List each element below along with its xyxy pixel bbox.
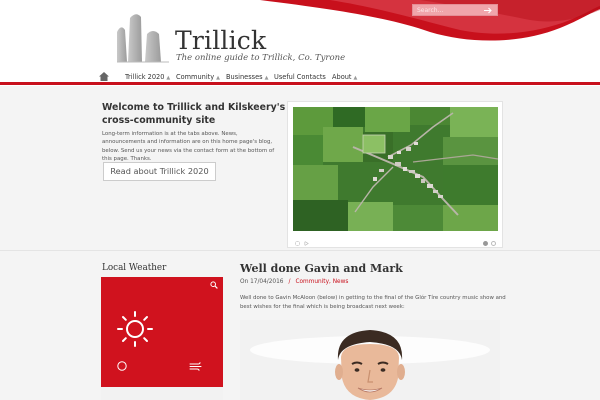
nav-item-businesses[interactable] xyxy=(226,73,268,81)
logo-icon[interactable] xyxy=(117,12,169,64)
nav-item-about[interactable] xyxy=(332,73,357,81)
nav-item-community[interactable] xyxy=(176,73,220,81)
nav-item-label: Community xyxy=(176,73,215,81)
nav-item-label: Businesses xyxy=(226,73,263,81)
pause-icon[interactable] xyxy=(295,241,300,246)
chevron-icon: ▲ xyxy=(166,75,171,81)
post-meta xyxy=(240,279,348,285)
chevron-icon: ▲ xyxy=(216,75,221,81)
nav-item-label: Trillick 2020 xyxy=(125,73,165,81)
section-divider xyxy=(0,250,600,251)
play-icon[interactable] xyxy=(304,241,309,246)
aerial-village-photo[interactable] xyxy=(293,107,498,231)
nav-divider xyxy=(0,82,600,85)
slide-dot[interactable] xyxy=(491,241,496,246)
search-input[interactable] xyxy=(417,5,479,16)
read-about-button[interactable]: Read about Trillick 2020 xyxy=(103,162,216,181)
sun-icon xyxy=(116,310,154,348)
slide-dot-active[interactable] xyxy=(483,241,488,246)
site-tagline: The online guide to Trillick, Co. Tyrone xyxy=(176,53,346,63)
chevron-icon: ▲ xyxy=(353,75,358,81)
compass-icon xyxy=(117,361,127,371)
nav-item-label: Useful Contacts xyxy=(274,73,326,81)
site-header xyxy=(0,0,600,70)
post-categories[interactable]: Community, News xyxy=(295,279,349,285)
home-icon[interactable] xyxy=(99,72,109,81)
weather-widget xyxy=(101,277,223,400)
post-title[interactable]: Well done Gavin and Mark xyxy=(240,262,403,275)
nav-item-useful-contacts[interactable] xyxy=(274,73,326,81)
post-date: On 17/04/2016 xyxy=(240,279,284,285)
person-portrait-photo xyxy=(240,320,500,400)
search-box xyxy=(412,4,498,16)
wind-icon xyxy=(189,361,203,371)
site-title[interactable]: Trillick xyxy=(175,26,267,55)
image-slider xyxy=(287,101,503,248)
weather-footer xyxy=(101,387,223,400)
post-text: Well done to Gavin McAloon (below) in getting to the final of the Glór Tíre country music show and best wishes for the final which is being broadcast next week: xyxy=(240,295,506,310)
meta-separator: / xyxy=(288,279,291,285)
post-photo xyxy=(240,320,500,400)
welcome-title: Welcome to Trillick and Kilskeery's cross-community site xyxy=(102,102,286,126)
weather-heading: Local Weather xyxy=(102,263,167,273)
chevron-icon: ▲ xyxy=(264,75,269,81)
nav-item-trillick-2020[interactable] xyxy=(125,73,170,81)
arrow-right-icon[interactable] xyxy=(482,5,494,16)
search-icon[interactable] xyxy=(210,281,218,289)
welcome-text: Long-term information is at the tabs above. News, announcements and information are on this home page's blog, below. Send us your news via the contact form at the bottom of this page. Thanks. xyxy=(102,131,275,163)
nav-item-label: About xyxy=(332,73,352,81)
